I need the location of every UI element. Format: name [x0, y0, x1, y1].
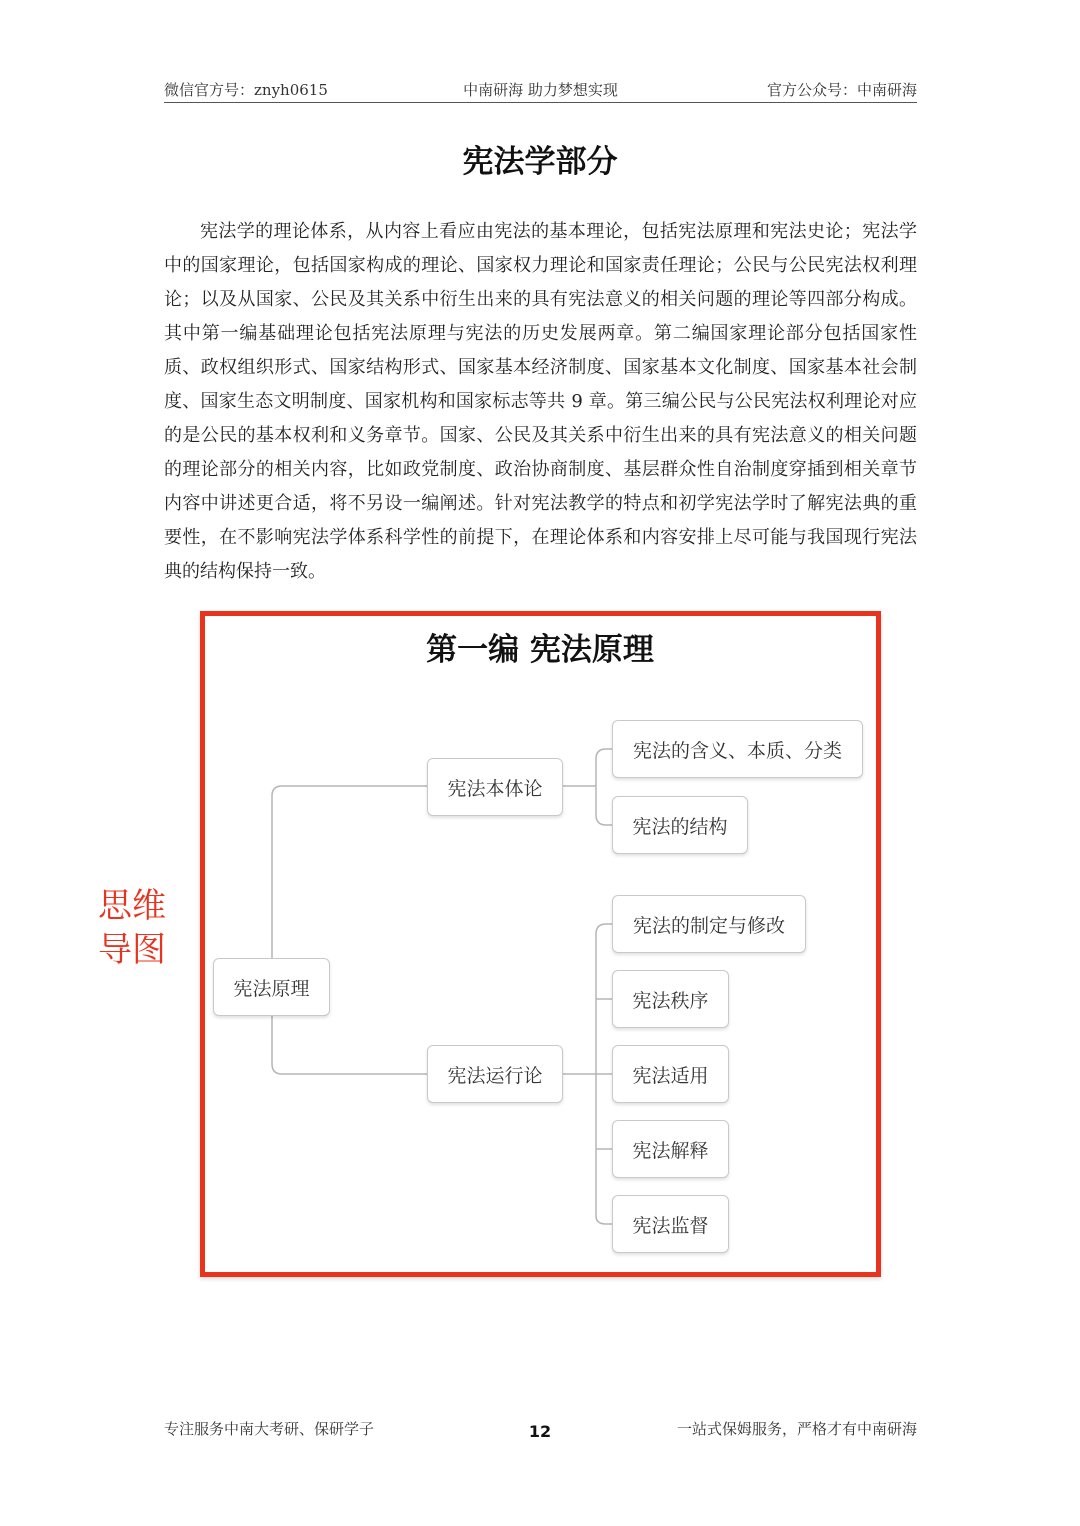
mindmap-leaf-application: 宪法适用 [612, 1045, 729, 1103]
page-title: 宪法学部分 [462, 144, 618, 180]
mindmap-leaf-enactment: 宪法的制定与修改 [612, 895, 806, 953]
mindmap-branch-ontology: 宪法本体论 [427, 758, 563, 816]
mindmap-leaf-meaning: 宪法的含义、本质、分类 [612, 720, 863, 778]
header-official-account: 官方公众号：中南研海 [766, 81, 917, 99]
mindmap-leaf-structure: 宪法的结构 [612, 796, 748, 854]
side-label-line-2: 导图 [98, 930, 166, 970]
page-header [164, 78, 917, 103]
footer-right-slogan: 一站式保姆服务，严格才有中南研海 [676, 1420, 917, 1438]
header-slogan: 中南研海 助力梦想实现 [463, 81, 618, 99]
page-number: 12 [528, 1422, 552, 1441]
side-label-line-1: 思维 [98, 886, 166, 926]
intro-paragraph: 宪法学的理论体系，从内容上看应由宪法的基本理论，包括宪法原理和宪法史论；宪法学中的国家理论，包括国家构成的理论、国家权力理论和国家责任理论；公民与公民宪法权利理论；以及从国家、公民及其关系中衍生出来的具有宪法意义的相关问题的理论等四部分构成。其中第一编基础理论包括宪法原理与宪法的历史发展两章。第二编国家理论部分包括国家性质、政权组织形式、国家结构形式、国家基本经济制度、国家基本文化制度、国家基本社会制度、国家生态文明制度、国家机构和国家标志等共 9 章。第三编公民与公民宪法权利理论对应的是公民的基本权利和义务章节。国家、公民及其关系中衍生出来的具有宪法意义的相关问题的理论部分的相关内容，比如政党制度、政治协商制度、基层群众性自治制度穿插到相关章节内容中讲述更合适，将不另设一编阐述。针对宪法教学的特点和初学宪法学时了解宪法典的重要性，在不影响宪法学体系科学性的前提下，在理论体系和内容安排上尽可能与我国现行宪法典的结构保持一致。 [164, 221, 917, 582]
header-wechat-id: 微信官方号：znyh0615 [164, 81, 328, 99]
mindmap-leaf-interpretation: 宪法解释 [612, 1120, 729, 1178]
mindmap-leaf-order: 宪法秩序 [612, 970, 729, 1028]
mindmap-side-label [98, 884, 178, 972]
mindmap-root-node: 宪法原理 [213, 958, 330, 1016]
footer-left-slogan: 专注服务中南大考研、保研学子 [164, 1420, 375, 1438]
mindmap-title: 第一编 宪法原理 [426, 632, 654, 668]
mindmap-leaf-supervision: 宪法监督 [612, 1195, 729, 1253]
mindmap-branch-operation: 宪法运行论 [427, 1045, 563, 1103]
